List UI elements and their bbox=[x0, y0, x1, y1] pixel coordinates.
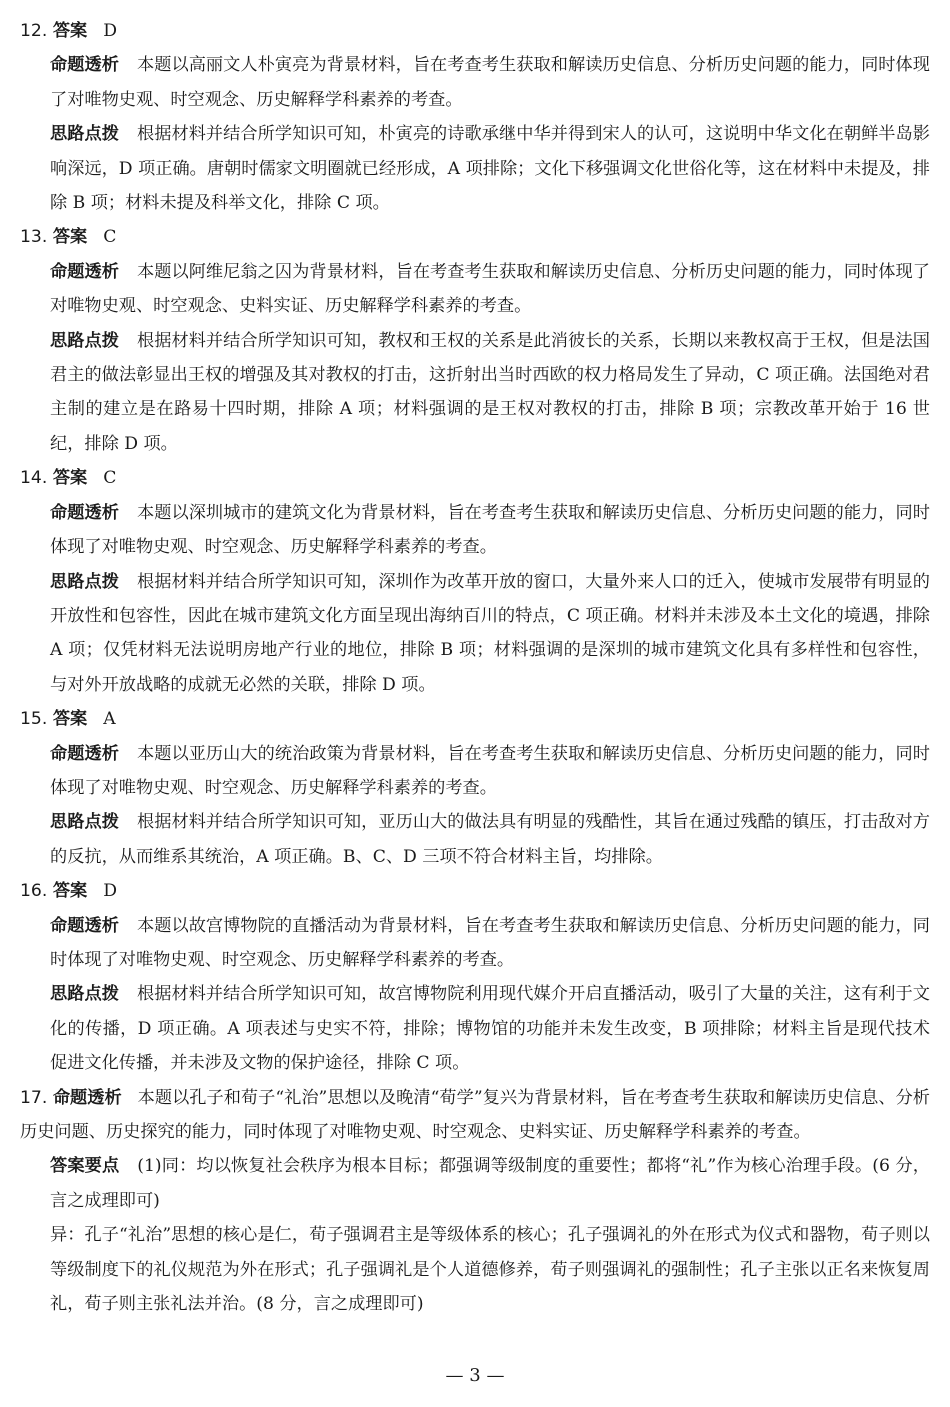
section-label: 命题透析 bbox=[52, 1087, 122, 1108]
section-label: 思路点拨 bbox=[50, 330, 119, 351]
section-label: 思路点拨 bbox=[50, 571, 119, 592]
section-text: (1)同：均以恢复社会秩序为根本目标；都强调等级制度的重要性；都将“礼”作为核心治理手段。(6 分，言之成理即可) bbox=[50, 1156, 930, 1211]
question-15-reasoning bbox=[20, 805, 930, 874]
question-14-analysis bbox=[20, 496, 930, 565]
question-15-analysis bbox=[20, 737, 930, 806]
section-text: 本题以孔子和荀子“礼治”思想以及晚清“荀学”复兴为背景材料，旨在考查考生获取和解读历史信息、分析历史问题、历史探究的能力，同时体现了对唯物史观、时空观念、史料实证、历史解释学科素养的考查。 bbox=[20, 1087, 930, 1142]
question-number: 12. bbox=[20, 21, 48, 41]
question-16-answer-line bbox=[20, 874, 930, 908]
answer-label: 答案 bbox=[52, 227, 88, 248]
answer-value: A bbox=[103, 709, 116, 730]
section-label: 思路点拨 bbox=[50, 812, 119, 833]
question-13 bbox=[20, 220, 930, 461]
section-text: 本题以阿维尼翁之囚为背景材料，旨在考查考生获取和解读历史信息、分析历史问题的能力，同时体现了对唯物史观、时空观念、史料实证、历史解释学科素养的考查。 bbox=[50, 261, 930, 317]
section-label: 命题透析 bbox=[50, 915, 119, 936]
answer-value: C bbox=[103, 468, 117, 489]
answer-value: D bbox=[103, 881, 117, 902]
answer-label: 答案 bbox=[52, 881, 88, 902]
question-12 bbox=[20, 14, 930, 220]
question-17 bbox=[20, 1081, 930, 1322]
question-16-reasoning bbox=[20, 977, 930, 1080]
question-12-answer-line bbox=[20, 14, 930, 48]
section-label: 答案要点 bbox=[50, 1156, 120, 1177]
question-number: 16. bbox=[20, 881, 48, 902]
question-15 bbox=[20, 702, 930, 874]
answer-value: D bbox=[103, 21, 117, 41]
question-number: 17. bbox=[20, 1087, 48, 1108]
question-12-reasoning bbox=[20, 117, 930, 220]
section-text: 根据材料并结合所学知识可知，亚历山大的做法具有明显的残酷性，其旨在通过残酷的镇压，打击敌对方的反抗，从而维系其统治，A 项正确。B、C、D 三项不符合材料主旨，均排除。 bbox=[50, 812, 930, 867]
question-16 bbox=[20, 874, 930, 1080]
question-13-analysis bbox=[20, 255, 930, 324]
section-text: 本题以故宫博物院的直播活动为背景材料，旨在考查考生获取和解读历史信息、分析历史问题的能力，同时体现了对唯物史观、时空观念、历史解释学科素养的考查。 bbox=[50, 915, 930, 970]
answer-label: 答案 bbox=[52, 21, 88, 41]
question-number: 15. bbox=[20, 709, 48, 730]
question-17-differences bbox=[20, 1218, 930, 1321]
question-17-analysis bbox=[20, 1081, 930, 1150]
answer-label: 答案 bbox=[52, 709, 88, 730]
section-text: 本题以亚历山大的统治政策为背景材料，旨在考查考生获取和解读历史信息、分析历史问题的能力，同时体现了对唯物史观、时空观念、历史解释学科素养的考查。 bbox=[50, 743, 930, 798]
question-13-reasoning bbox=[20, 324, 930, 462]
section-text: 根据材料并结合所学知识可知，故宫博物院利用现代媒介开启直播活动，吸引了大量的关注，这有利于文化的传播，D 项正确。A 项表述与史实不符，排除；博物馆的功能并未发生改变，B 项排除；材料主旨是现代技术促进文化传播，并未涉及文物的保护途径，排除 C 项。 bbox=[50, 984, 930, 1074]
section-text: 根据材料并结合所学知识可知，深圳作为改革开放的窗口，大量外来人口的迁入，使城市发展带有明显的开放性和包容性，因此在城市建筑文化方面呈现出海纳百川的特点，C 项正确。材料并未涉及本土文化的境遇，排除 A 项；仅凭材料无法说明房地产行业的地位，排除 B 项；材料强调的是深圳的城市建筑文化具有多样性和包容性，与对外开放战略的成就无必然的关联，排除 D 项。 bbox=[50, 571, 930, 695]
section-text: 根据材料并结合所学知识可知，教权和王权的关系是此消彼长的关系，长期以来教权高于王权，但是法国君主的做法彰显出王权的增强及其对教权的打击，这折射出当时西欧的权力格局发生了异动，C 项正确。法国绝对君主制的建立是在路易十四时期，排除 A 项；材料强调的是王权对教权的打击，排除 B 项；宗教改革开始于 16 世纪，排除 D 项。 bbox=[50, 330, 930, 454]
section-text: 本题以深圳城市的建筑文化为背景材料，旨在考查考生获取和解读历史信息、分析历史问题的能力，同时体现了对唯物史观、时空观念、历史解释学科素养的考查。 bbox=[50, 502, 930, 558]
section-label: 思路点拨 bbox=[50, 984, 119, 1005]
section-label: 命题透析 bbox=[50, 743, 119, 764]
section-label: 命题透析 bbox=[50, 502, 119, 523]
answer-page bbox=[20, 14, 930, 1321]
section-label: 命题透析 bbox=[50, 55, 119, 76]
section-text: 根据材料并结合所学知识可知，朴寅亮的诗歌承继中华并得到宋人的认可，这说明中华文化在朝鲜半岛影响深远，D 项正确。唐朝时儒家文明圈就已经形成，A 项排除；文化下移强调文化世俗化等，这在材料中未提及，排除 B 项；材料未提及科举文化，排除 C 项。 bbox=[50, 124, 930, 214]
section-text: 本题以高丽文人朴寅亮为背景材料，旨在考查考生获取和解读历史信息、分析历史问题的能力，同时体现了对唯物史观、时空观念、历史解释学科素养的考查。 bbox=[50, 55, 930, 110]
question-14-reasoning bbox=[20, 565, 930, 703]
question-14-answer-line bbox=[20, 461, 930, 495]
question-15-answer-line bbox=[20, 702, 930, 736]
page-number: — 3 — bbox=[445, 1365, 505, 1386]
section-text: 异：孔子“礼治”思想的核心是仁，荀子强调君主是等级体系的核心；孔子强调礼的外在形式为仪式和器物，荀子则以等级制度下的礼仪规范为外在形式；孔子强调礼是个人道德修养，荀子则强调礼的强制性；孔子主张以正名来恢复周礼，荀子则主张礼法并治。(8 分，言之成理即可) bbox=[50, 1225, 930, 1315]
question-number: 13. bbox=[20, 227, 48, 248]
answer-label: 答案 bbox=[52, 468, 88, 489]
answer-value: C bbox=[103, 227, 117, 248]
section-label: 思路点拨 bbox=[50, 124, 119, 145]
question-16-analysis bbox=[20, 909, 930, 978]
question-17-key-points bbox=[20, 1149, 930, 1218]
question-14 bbox=[20, 461, 930, 702]
section-label: 命题透析 bbox=[50, 261, 119, 282]
question-12-analysis bbox=[20, 48, 930, 117]
question-number: 14. bbox=[20, 468, 48, 489]
question-13-answer-line bbox=[20, 220, 930, 254]
